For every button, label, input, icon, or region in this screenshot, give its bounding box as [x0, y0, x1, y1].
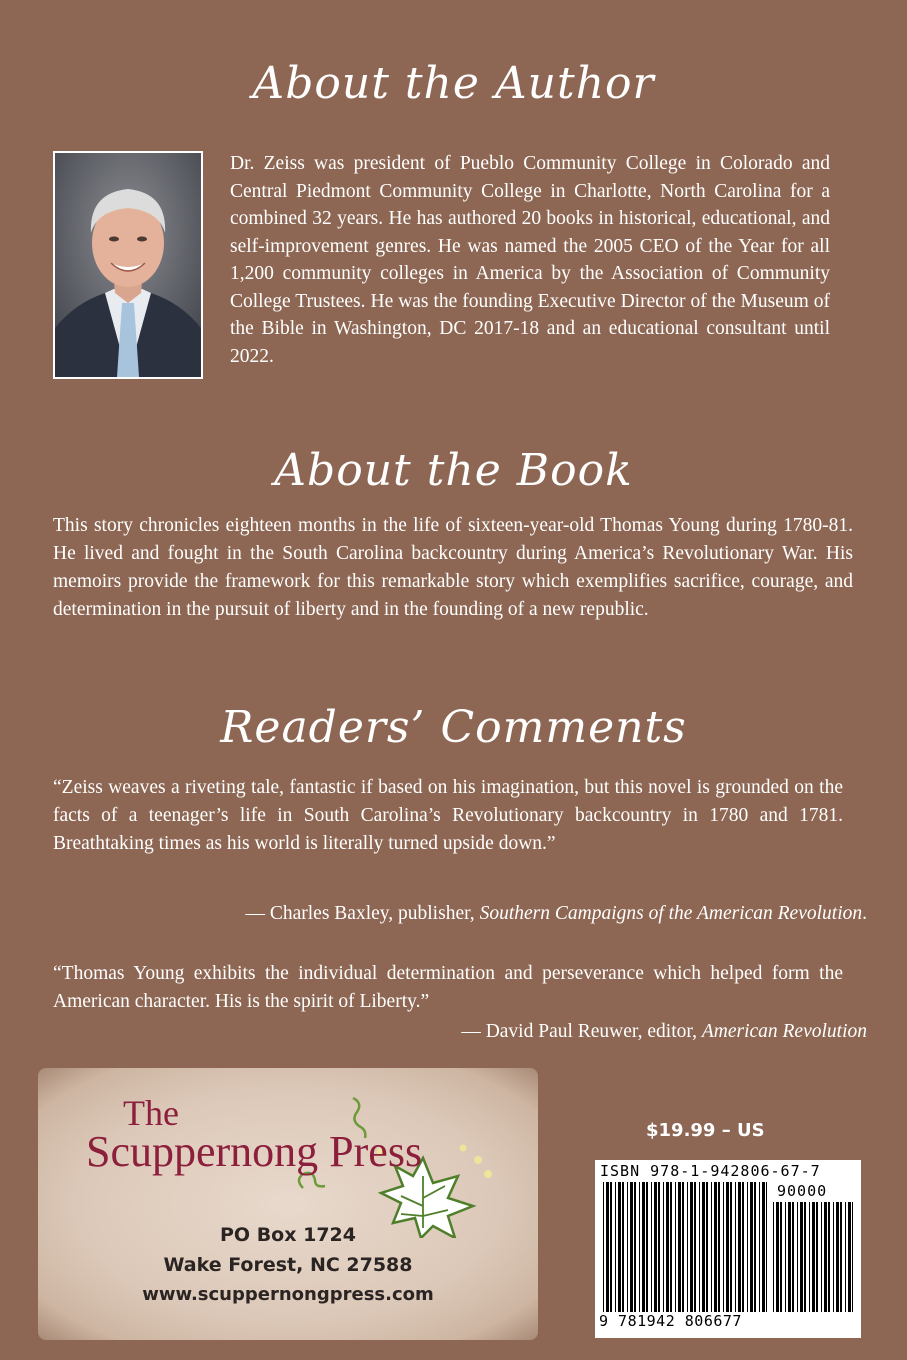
publisher-name: Scuppernong Press [86, 1127, 423, 1176]
barcode-bar [690, 1182, 693, 1312]
barcode-bar [848, 1202, 851, 1312]
attribution-source: American Revolution [701, 1021, 867, 1042]
publisher-city: Wake Forest, NC 27588 [163, 1254, 413, 1276]
barcode-bar [730, 1182, 732, 1312]
barcode-bar [699, 1182, 700, 1312]
barcode-bar [800, 1202, 803, 1312]
isbn-label: ISBN 978-1-942806-67-7 [600, 1162, 821, 1180]
author-photo [53, 151, 203, 379]
barcode-bar [663, 1182, 664, 1312]
isbn-barcode [595, 1160, 861, 1338]
barcode-bar [682, 1182, 684, 1312]
barcode-bar [670, 1182, 672, 1312]
publisher-po-box: PO Box 1724 [220, 1224, 356, 1246]
barcode-bar [792, 1202, 794, 1312]
barcode-bar [824, 1202, 827, 1312]
barcode-bar [654, 1182, 657, 1312]
barcode-bar [642, 1182, 645, 1312]
barcode-bar [750, 1182, 753, 1312]
barcode-bar [780, 1202, 782, 1312]
barcode-bar [634, 1182, 636, 1312]
barcode-bar [762, 1182, 765, 1312]
barcode-bar [651, 1182, 652, 1312]
barcode-bar [702, 1182, 705, 1312]
reader-quote: “Thomas Young exhibits the individual determination and perseverance which helped form the American character. His is the spirit of Liberty.” [53, 963, 843, 1012]
barcode-bar [678, 1182, 681, 1312]
barcode-bar [773, 1202, 774, 1312]
barcode-bar [797, 1202, 798, 1312]
barcode-bar [836, 1202, 839, 1312]
barcode-bar [630, 1182, 633, 1312]
barcode-bar [845, 1202, 846, 1312]
about-book-heading: About the Book [274, 445, 633, 496]
barcode-main-icon [603, 1182, 767, 1312]
barcode-bar [615, 1182, 616, 1312]
readers-comments-heading: Readers’ Comments [220, 702, 687, 753]
barcode-bar [723, 1182, 724, 1312]
publisher-name-the: The [123, 1093, 179, 1133]
barcode-bar [726, 1182, 729, 1312]
attribution-trailing: . [862, 903, 867, 924]
barcode-bar [840, 1202, 842, 1312]
barcode-bar [809, 1202, 810, 1312]
barcode-bar [747, 1182, 748, 1312]
barcode-bar [785, 1202, 786, 1312]
barcode-bar [816, 1202, 818, 1312]
publisher-logo-box [38, 1068, 538, 1340]
barcode-bar [658, 1182, 660, 1312]
attribution-text: — Charles Baxley, publisher, [245, 903, 480, 924]
barcode-bar [766, 1182, 767, 1312]
barcode-bar [711, 1182, 712, 1312]
barcode-bar [759, 1182, 760, 1312]
barcode-bar [821, 1202, 822, 1312]
author-portrait-image [55, 153, 201, 377]
barcode-bar [714, 1182, 717, 1312]
barcode-bar [833, 1202, 834, 1312]
barcode-bar [627, 1182, 628, 1312]
book-description: This story chronicles eighteen months in the life of sixteen-year-old Thomas Young during 1780-81. He lived and fought in the South Carolina backcountry during America’s Revolutionary War. His memoirs provide the framework for this remarkable story which exemplifies sacrifice, courage, and determination in the pursuit of liberty and in the founding of a new republic. [53, 515, 853, 620]
barcode-bar [718, 1182, 720, 1312]
quote-attribution [461, 1018, 867, 1046]
barcode-addon-icon [773, 1202, 853, 1312]
reader-quote: “Zeiss weaves a riveting tale, fantastic if based on his imagination, but this novel is grounded on the facts of a teenager’s life in South Carolina’s Revolutionary backcountry in 1780 and 1781. Breathtaking times as his world is literally turned upside down.” [53, 777, 843, 854]
barcode-bar [639, 1182, 640, 1312]
barcode-bar [646, 1182, 648, 1312]
about-author-heading: About the Author [252, 58, 655, 109]
barcode-bar [622, 1182, 624, 1312]
barcode-bar [610, 1182, 612, 1312]
quote-attribution [245, 900, 867, 928]
author-bio: Dr. Zeiss was president of Pueblo Community College in Colorado and Central Piedmont Community College in Charlotte, North Carolina for a combined 32 years. He has authored 20 books in historical, educational, and self-improvement genres. He was named the 2005 CEO of the Year for all 1,200 community colleges in America by the Association of Community College Trustees. He was the founding Executive Director of the Museum of the Bible in Washington, DC 2017-18 and an educational consultant until 2022. [230, 153, 830, 367]
barcode-bar [706, 1182, 708, 1312]
barcode-bar [804, 1202, 806, 1312]
barcode-bar [776, 1202, 779, 1312]
barcode-bar [812, 1202, 815, 1312]
barcode-bar [828, 1202, 830, 1312]
barcode-bar [666, 1182, 669, 1312]
attribution-source: Southern Campaigns of the American Revolution [479, 903, 863, 924]
barcode-bar [606, 1182, 609, 1312]
barcode-bar [852, 1202, 853, 1312]
attribution-text: — David Paul Reuwer, editor, [461, 1021, 702, 1042]
barcode-bar [735, 1182, 736, 1312]
barcode-ean-number: 9 781942 806677 [599, 1312, 742, 1330]
barcode-bar [742, 1182, 744, 1312]
barcode-bar [618, 1182, 621, 1312]
barcode-addon-number: 90000 [777, 1182, 828, 1200]
barcode-bar [687, 1182, 688, 1312]
barcode-bar [788, 1202, 791, 1312]
barcode-bar [603, 1182, 604, 1312]
barcode-bar [694, 1182, 696, 1312]
price-label: $19.99 – US [646, 1120, 765, 1141]
barcode-bar [738, 1182, 741, 1312]
barcode-bar [675, 1182, 676, 1312]
barcode-bar [754, 1182, 756, 1312]
publisher-website: www.scuppernongpress.com [142, 1284, 434, 1305]
